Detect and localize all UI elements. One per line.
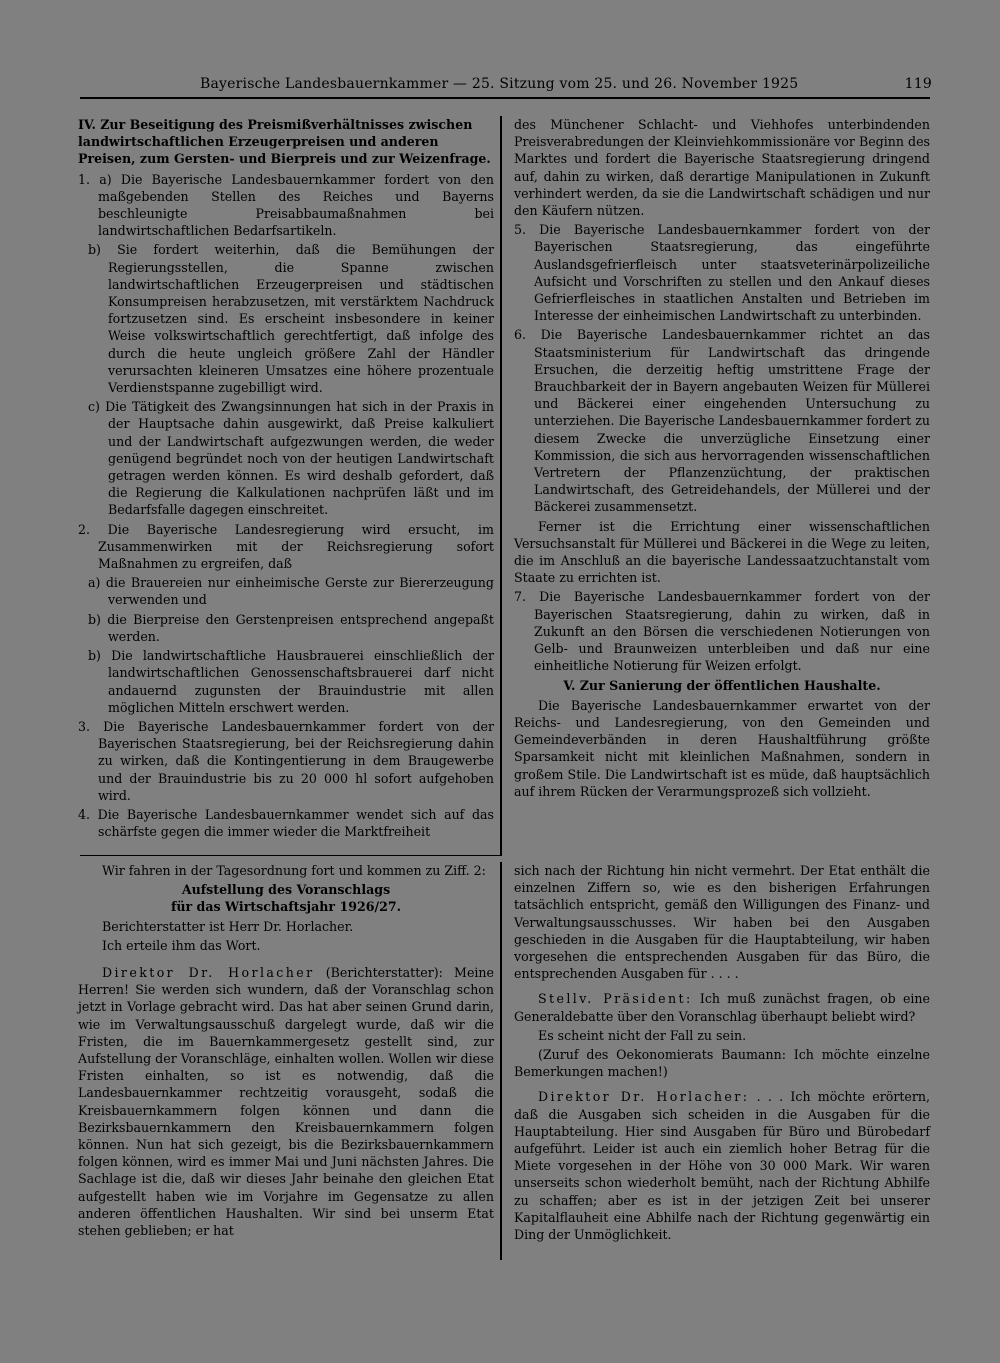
resolution-2c: b) Die landwirtschaftliche Hausbrauerei einschließlich der landwirtschaftlichen Genossenschaftsbrauerei darf nicht andauernd zugunsten der Brauindustrie mit allen möglichen Mitteln erschwert werden. (88, 648, 494, 715)
resolution-4-continued: des Münchener Schlacht- und Viehhofes unterbindenden Preisverabredungen der Kleinviehkommissionäre vor Beginn des Marktes und fordert die Bayerische Staatsregierung dringend auf, dahin zu wirken, daß derartige Manipulationen in Zukunft verhindert werden, da sie die Landwirtschaft schädigen und nur den Käufern nützen. (514, 117, 930, 219)
resolution-1a: 1. a) Die Bayerische Landesbauernkammer fordert von den maßgebenden Stellen des Reiches und Bayerns beschleunigte Preisabbaumaßnahmen bei landwirtschaftlichen Bedarfsartikeln. (78, 171, 494, 239)
speech-continued: sich nach der Richtung hin nicht vermehrt. Der Etat enthält die einzelnen Ziffern so, wie es den bisherigen Erfahrungen tatsächlich entspricht, gemäß den Willigungen des Finanz- und Verwaltungsausschusses. Wir haben bei den Ausgaben geschieden in die Ausgaben für die Hauptabteilung, wir haben vorgesehen die entsprechenden Ausgaben für das Büro, die entsprechenden Ausgaben für . . . . (514, 863, 930, 982)
speech-horlacher (78, 964, 494, 1239)
lower-left-column (78, 862, 494, 1241)
horlacher-text-2: . . . Ich möchte erörtern, daß die Ausgaben sich scheiden in die Ausgaben für die Hauptabteilung. Hier sind Ausgaben für Büro und Bürobedarf aufgeführt. Leider ist auch ein ziemlich hoher Betrag für die Miete vorgesehen in der Höhe von 30 000 Mark. Wir waren unserseits schon wiederholt bemüht, nach der Richtung Abhilfe zu schaffen; aber es ist in der jetzigen Zeit bei unserer Kapitalflauheit eine Abhilfe nach der Richtung gegenwärtig ein Ding der Unmöglichkeit. (514, 1089, 930, 1243)
agenda-heading-line2: für das Wirtschaftsjahr 1926/27. (170, 899, 402, 915)
page-number: 119 (904, 76, 932, 92)
president-remark: Es scheint nicht der Fall zu sein. (538, 1027, 747, 1043)
resolution-2: 2. Die Bayerische Landesregierung wird ersucht, im Zusammenwirken mit der Reichsregierung sofort Maßnahmen zu ergreifen, daß (78, 521, 494, 572)
floor-given-line: Ich erteile ihm das Wort. (102, 937, 261, 953)
president-text: Ich muß zunächst fragen, ob eine Generaldebatte über den Voranschlag überhaupt beliebt wird? (514, 991, 930, 1024)
agenda-intro: Wir fahren in der Tagesordnung fort und kommen zu Ziff. 2: (102, 863, 486, 878)
column-divider-upper (500, 116, 502, 856)
speaker-president: Stellv. Präsident: (538, 991, 693, 1007)
resolution-4: 4. Die Bayerische Landesbauernkammer wendet sich auf das schärfste gegen die immer wieder die Marktfreiheit (78, 806, 494, 840)
resolution-5: 5. Die Bayerische Landesbauernkammer fordert von der Bayerischen Staatsregierung, das eingeführte Auslandsgefrierfleisch unter staatsveterinärpolizeiliche Aufsicht und Vorschriften zu stellen und den Ankauf dieses Gefrierfleisches in staatlichen Anstalten und Betrieben im Interesse der einheimischen Landwirtschaft zu unterbinden. (514, 222, 930, 324)
resolution-2b: b) die Bierpreise den Gerstenpreisen entsprechend angepaßt werden. (88, 611, 494, 644)
header-rule (80, 97, 930, 99)
header-title: Bayerische Landesbauernkammer — 25. Sitzung vom 25. und 26. November 1925 (200, 76, 799, 92)
resolution-6-continued: Ferner ist die Errichtung einer wissenschaftlichen Versuchsanstalt für Müllerei und Bäckerei in die Wege zu leiten, die im Anschluß an die bayerische Landessaatzuchtanstalt vom Staate zu errichten ist. (514, 518, 930, 586)
section-divider (80, 855, 500, 856)
speaker-horlacher-2: Direktor Dr. Horlacher: (538, 1089, 750, 1105)
resolution-7: 7. Die Bayerische Landesbauernkammer fordert von der Bayerischen Staatsregierung, dahin zu wirken, daß in Zukunft an den Börsen die verschiedenen Notierungen von Gelb- und Braunweizen unterbleiben und daß nur eine einheitliche Notierung für Weizen erfolgt. (514, 589, 930, 674)
speech-text: (Berichterstatter): Meine Herren! Sie werden sich wundern, daß der Voranschlag schon jetzt in Vorlage gebracht wird. Das hat aber seinen Grund darin, wie im Verwaltungsausschuß dargelegt wurde, daß wir die Fristen, die im Bauernkammergesetz gestellt sind, zur Aufstellung der Voranschläge, einhalten wollen. Wollen wir diese Fristen einhalten, so ist es notwendig, daß die Landesbauernkammer rechtzeitig vorausgeht, sodaß die Kreisbauernkammern folgen können und dann die Bezirksbauernkammern den Kreisbauernkammern folgen können. Nun hat sich gezeigt, bis die Bezirksbauernkammern folgen können, wird es immer Mai und Juni nächsten Jahres. Die Sachlage ist die, daß wir dieses Jahr beinahe den gleichen Etat aufgestellt haben wie im Vorjahre im Gegensatze zu allen anderen öffentlichen Haushalten. Wir sind bei unserm Etat stehen geblieben; er hat (78, 965, 495, 1239)
speaker-name: Direktor Dr. Horlacher (102, 965, 315, 981)
rapporteur-line: Berichterstatter ist Herr Dr. Horlacher. (102, 918, 354, 934)
resolution-v-text: Die Bayerische Landesbauernkammer erwartet von der Reichs- und Landesregierung, von den Gemeinden und Gemeindeverbänden in deren Haushaltführung größte Sparsamkeit nicht mit kleinlichen Maßnahmen, sondern in großem Stile. Die Landwirtschaft ist es müde, daß hauptsächlich auf ihrem Rücken der Verarmungsprozeß sich vollzieht. (514, 697, 930, 799)
upper-right-column (514, 116, 930, 802)
resolution-2a: a) die Brauereien nur einheimische Gerste zur Biererzeugung verwenden und (88, 575, 494, 608)
speech-horlacher-2 (514, 1088, 930, 1243)
lower-right-column (514, 862, 930, 1245)
section-heading-v: V. Zur Sanierung der öffentlichen Haushalte. (563, 677, 881, 693)
resolution-1b: b) Sie fordert weiterhin, daß die Bemühungen der Regierungsstellen, die Spanne zwischen landwirtschaftlichen Erzeugerpreisen und städtischen Konsumpreisen herabzusetzen, mit verstärktem Nachdruck fortzusetzen sind. Es erscheint insbesondere in keiner Weise volkswirtschaftlich gerechtfertigt, daß infolge des durch die heute ungleich größere Zahl der Händler verursachten kleineren Umsatzes eine höhere prozentuale Verdienstspanne zugebilligt wird. (88, 242, 494, 396)
resolution-6: 6. Die Bayerische Landesbauernkammer richtet an das Staatsministerium für Landwirtschaft das dringende Ersuchen, die derzeitig heftig umstrittene Frage der Brauchbarkeit der in Bayern angebauten Weizen für Müllerei und Bäckerei einer eingehenden Untersuchung zu unterziehen. Die Bayerische Landesbauernkammer fordert zu diesem Zwecke die unverzügliche Einsetzung einer Kommission, die sich aus hervorragenden wissenschaftlichen Vertretern der Pflanzenzüchtung, der praktischen Landwirtschaft, des Getreidehandels, der Müllerei und der Bäckerei zusammensetzt. (514, 327, 930, 515)
resolution-3: 3. Die Bayerische Landesbauernkammer fordert von der Bayerischen Staatsregierung, bei der Reichsregierung dahin zu wirken, daß die Kontingentierung in dem Braugewerbe und der Brauindustrie bis zu 20 000 hl sofort aufgehoben wird. (78, 718, 494, 803)
section-heading-iv: IV. Zur Beseitigung des Preismißverhältnisses zwischen landwirtschaftlichen Erzeugerpreisen und anderen Preisen, zum Gersten- und Bierpreis und zur Weizenfrage. (78, 117, 491, 167)
speech-president (514, 990, 930, 1024)
interjection-baumann: (Zuruf des Oekonomierats Baumann: Ich möchte einzelne Bemerkungen machen!) (514, 1047, 930, 1080)
agenda-heading-line1: Aufstellung des Voranschlags (181, 882, 391, 898)
upper-left-column (78, 116, 494, 842)
resolution-1c: c) Die Tätigkeit des Zwangsinnungen hat sich in der Praxis in der Hauptsache dahin ausgewirkt, daß Preise kalkuliert und der Landwirtschaft aufgezwungen werden, die weder genügend begründet noch von der heutigen Landwirtschaft getragen werden können. Es wird deshalb gefordert, daß die Regierung die Kalkulationen nachprüfen läßt und im Bedarfsfalle dagegen einschreitet. (88, 399, 494, 518)
column-divider-lower (500, 862, 502, 1260)
